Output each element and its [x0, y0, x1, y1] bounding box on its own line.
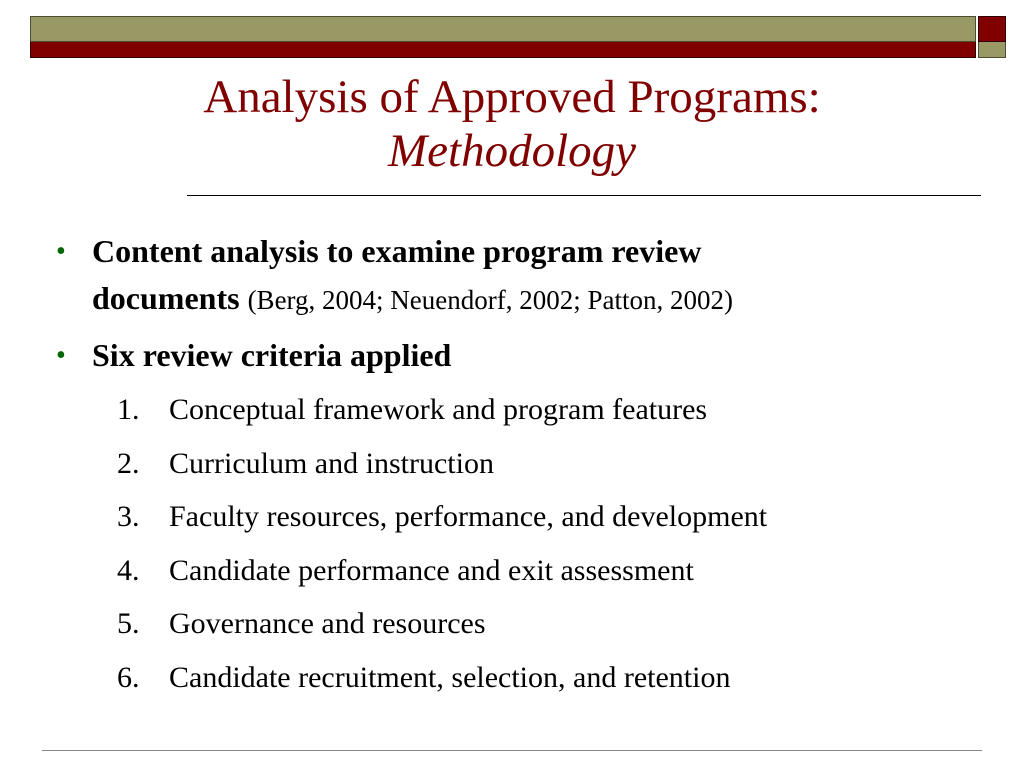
title-line-2: Methodology [388, 125, 636, 177]
list-item-text: Governance and resources [169, 607, 486, 640]
list-item-text: Faculty resources, performance, and development [169, 500, 768, 533]
list-item [56, 544, 986, 598]
criteria-list [56, 383, 986, 704]
list-item-number: 1. [117, 393, 140, 426]
header-maroon-band [30, 42, 976, 58]
list-item-text: Candidate performance and exit assessment [169, 553, 694, 587]
list-item-text: Curriculum and instruction [169, 446, 494, 480]
bullet-text-line-1: Content analysis to examine program review [92, 233, 702, 269]
bullet-content-analysis [56, 228, 986, 324]
list-item-number: 2. [117, 446, 140, 480]
header-olive-band [30, 16, 976, 42]
footer-divider [42, 750, 982, 751]
slide-body [56, 228, 986, 704]
list-item [56, 651, 986, 705]
list-item-number: 6. [117, 660, 140, 694]
list-item-text: Candidate recruitment, selection, and retention [169, 660, 731, 694]
bullet-review-criteria [56, 332, 986, 379]
decorative-header-bar [30, 16, 1008, 60]
list-item-number: 4. [117, 553, 140, 587]
bullet-text-line-2: documents [92, 280, 240, 316]
list-item [56, 383, 986, 437]
title-divider [187, 195, 981, 196]
list-item-text: Conceptual framework and program features [169, 393, 708, 426]
header-olive-square [978, 42, 1006, 58]
citation: (Berg, 2004; Neuendorf, 2002; Patton, 2002) [247, 285, 733, 315]
bullet-dot-icon: • [56, 236, 66, 267]
list-item [56, 490, 986, 544]
list-item [56, 597, 986, 651]
list-item [56, 437, 986, 491]
slide-title [0, 70, 1024, 178]
title-line-1: Analysis of Approved Programs: [203, 71, 821, 123]
bullet-text: Six review criteria applied [92, 337, 452, 373]
header-maroon-square [978, 16, 1006, 42]
bullet-dot-icon: • [56, 340, 66, 371]
list-item-number: 3. [117, 500, 140, 533]
list-item-number: 5. [117, 607, 140, 640]
